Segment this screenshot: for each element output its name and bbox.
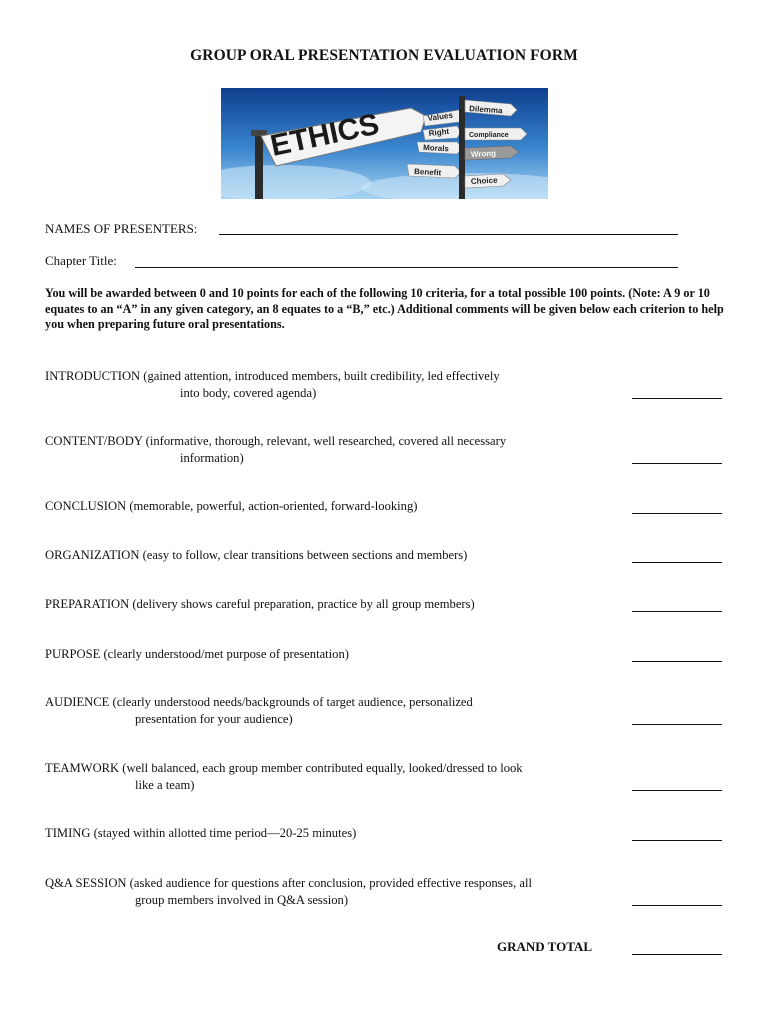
criterion-name: TEAMWORK: [45, 761, 120, 775]
criterion-row: [45, 368, 625, 401]
sign-dilemma: Dilemma: [468, 104, 503, 116]
criterion-row: [45, 694, 625, 727]
sign-compliance: Compliance: [469, 132, 509, 139]
grand-total-score-line[interactable]: [632, 954, 722, 955]
sign-benefit: Benefit: [413, 167, 442, 178]
criterion-description: (clearly understood needs/backgrounds of target audience, personalized: [109, 695, 473, 709]
criterion-name: PREPARATION: [45, 597, 130, 611]
criterion-description: (delivery shows careful preparation, practice by all group members): [129, 597, 475, 611]
chapter-field: [45, 253, 117, 269]
sign-values: Values: [427, 110, 454, 123]
criterion-score-line[interactable]: [632, 661, 722, 662]
presenters-input-line[interactable]: [219, 234, 678, 235]
criterion-row: [45, 875, 625, 908]
criterion-row: [45, 825, 625, 842]
sign-wrong: Wrong: [470, 148, 497, 159]
ethics-signpost-image: [221, 88, 548, 199]
criterion-description: (informative, thorough, relevant, well researched, covered all necessary: [142, 434, 507, 448]
criterion-name: ORGANIZATION: [45, 548, 140, 562]
criterion-score-line[interactable]: [632, 562, 722, 563]
form-title: GROUP ORAL PRESENTATION EVALUATION FORM: [190, 47, 578, 64]
criterion-row: [45, 760, 625, 793]
criterion-name: PURPOSE: [45, 647, 101, 661]
criterion-description: (gained attention, introduced members, built credibility, led effectively: [140, 369, 500, 383]
criterion-row: [45, 646, 625, 663]
criterion-description-continued: like a team): [135, 777, 195, 792]
sign-right: Right: [428, 126, 450, 138]
criterion-score-line[interactable]: [632, 463, 722, 464]
criterion-row: [45, 498, 625, 515]
criterion-score-line[interactable]: [632, 905, 722, 906]
criterion-score-line[interactable]: [632, 840, 722, 841]
sign-morals: Morals: [422, 143, 450, 154]
criterion-description: (clearly understood/met purpose of presentation): [100, 647, 349, 661]
criterion-row: [45, 596, 625, 613]
criterion-score-line[interactable]: [632, 611, 722, 612]
criterion-description-continued: presentation for your audience): [135, 711, 293, 726]
instructions-text: You will be awarded between 0 and 10 points for each of the following 10 criteria, for a total possible 100 points. (Note: A 9 or 10 equates to an “A” in any given category, an 8 equates to a “B,” etc.) Additional comments will be given below each criterion to help you when preparing future oral presentations.: [45, 286, 724, 331]
presenters-label: NAMES OF PRESENTERS:: [45, 221, 198, 236]
grand-total-label: GRAND TOTAL: [497, 939, 592, 954]
criterion-row: [45, 547, 625, 564]
criterion-score-line[interactable]: [632, 724, 722, 725]
ethics-sign-text: ETHICS: [267, 107, 383, 163]
criterion-description: (asked audience for questions after conclusion, provided effective responses, all: [126, 876, 532, 890]
criterion-name: INTRODUCTION: [45, 369, 141, 383]
criterion-description-continued: into body, covered agenda): [180, 385, 317, 400]
criterion-name: CONCLUSION: [45, 499, 127, 513]
criterion-description: (memorable, powerful, action-oriented, forward-looking): [126, 499, 418, 513]
criterion-description-continued: information): [180, 450, 244, 465]
chapter-input-line[interactable]: [135, 267, 678, 268]
criterion-name: AUDIENCE: [45, 695, 110, 709]
criterion-score-line[interactable]: [632, 398, 722, 399]
criterion-name: TIMING: [45, 826, 91, 840]
criterion-score-line[interactable]: [632, 790, 722, 791]
criterion-description: (stayed within allotted time period—20-25 minutes): [90, 826, 357, 840]
criterion-name: Q&A SESSION: [45, 876, 127, 890]
presenters-field: [45, 221, 197, 237]
criterion-description: (easy to follow, clear transitions between sections and members): [139, 548, 468, 562]
criterion-name: CONTENT/BODY: [45, 434, 143, 448]
sign-choice: Choice: [470, 175, 498, 186]
criterion-score-line[interactable]: [632, 513, 722, 514]
criterion-description: (well balanced, each group member contributed equally, looked/dressed to look: [119, 761, 523, 775]
criterion-row: [45, 433, 625, 466]
chapter-label: Chapter Title:: [45, 253, 117, 268]
criterion-description-continued: group members involved in Q&A session): [135, 892, 349, 907]
